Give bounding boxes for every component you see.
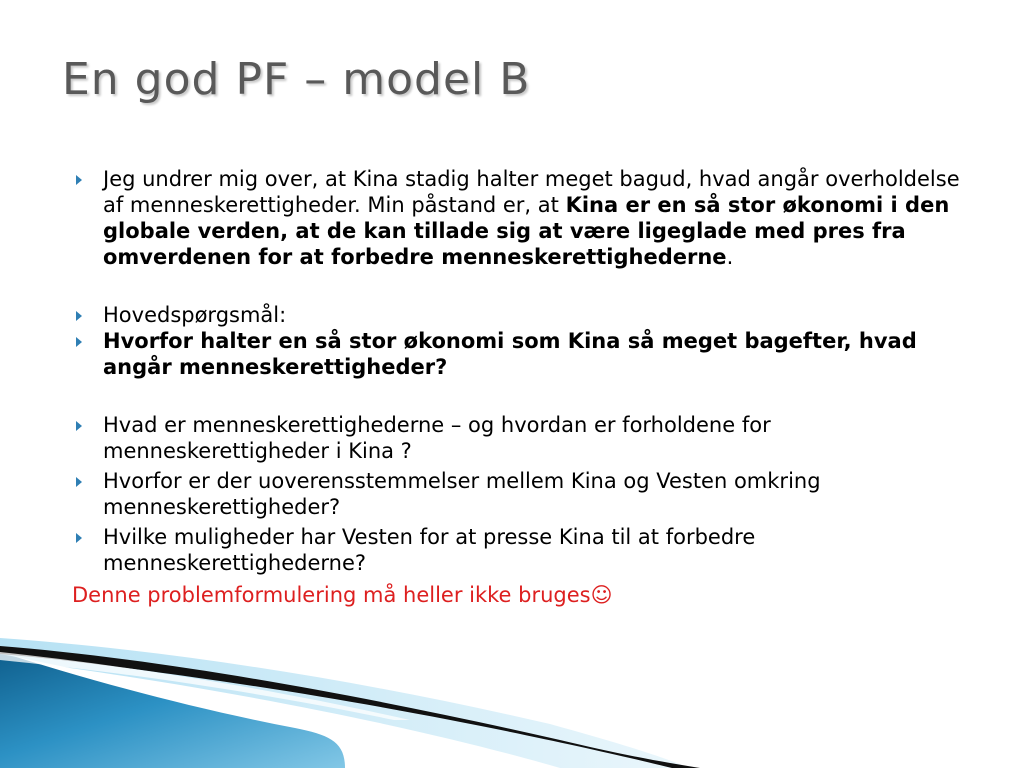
swoosh-dark-line [0, 646, 700, 768]
bullet-item-1-text: Jeg undrer mig over, at Kina stadig halter meget bagud, hvad angår overholdelse af menneskerettigheder. Min påstand er, at [103, 167, 960, 217]
triangle-bullet-icon [76, 533, 82, 543]
bullet-item-1 [72, 166, 972, 270]
bullet-item-1-end-text: . [726, 245, 734, 269]
bullet-item-4 [72, 412, 972, 464]
triangle-bullet-icon [76, 477, 82, 487]
triangle-bullet-icon [76, 311, 82, 321]
bullet-item-5-text: Hvorfor er der uoverensstemmelser mellem Kina og Vesten omkring menneskerettigheder? [103, 469, 821, 519]
bullet-item-3 [72, 328, 972, 380]
bullet-item-1-bold-text: Kina er en så stor økonomi i den globale verden, at de kan tillade sig at være ligeglade med pres fra omverdenen for at forbedre menneskerettighederne [103, 193, 950, 269]
triangle-bullet-icon [76, 421, 82, 431]
triangle-bullet-icon [76, 337, 82, 347]
triangle-bullet-icon [76, 175, 82, 185]
bullet-item-4-text: Hvad er menneskerettighederne – og hvordan er forholdene for menneskerettigheder i Kina ? [103, 413, 771, 463]
bullet-item-6-text: Hvilke muligheder har Vesten for at presse Kina til at forbedre menneskerettighederne? [103, 525, 756, 575]
swoosh-white-highlight [0, 652, 410, 720]
red-note: Denne problemformulering må heller ikke bruges☺ [72, 583, 613, 607]
bullet-item-3-bold-text: Hvorfor halter en så stor økonomi som Kina så meget bagefter, hvad angår menneskerettigheder? [103, 329, 917, 379]
paragraph-gap [72, 380, 972, 412]
slide-title: En god PF – model B [62, 54, 531, 105]
slide-content [72, 166, 972, 608]
bullet-item-2-text: Hovedspørgsmål: [103, 303, 287, 327]
swoosh-light-band [0, 638, 690, 768]
bullet-item-6 [72, 524, 972, 576]
bullet-item-2 [72, 302, 972, 328]
swoosh-blue-area [0, 652, 345, 768]
paragraph-gap [72, 270, 972, 302]
bullet-item-5 [72, 468, 972, 520]
